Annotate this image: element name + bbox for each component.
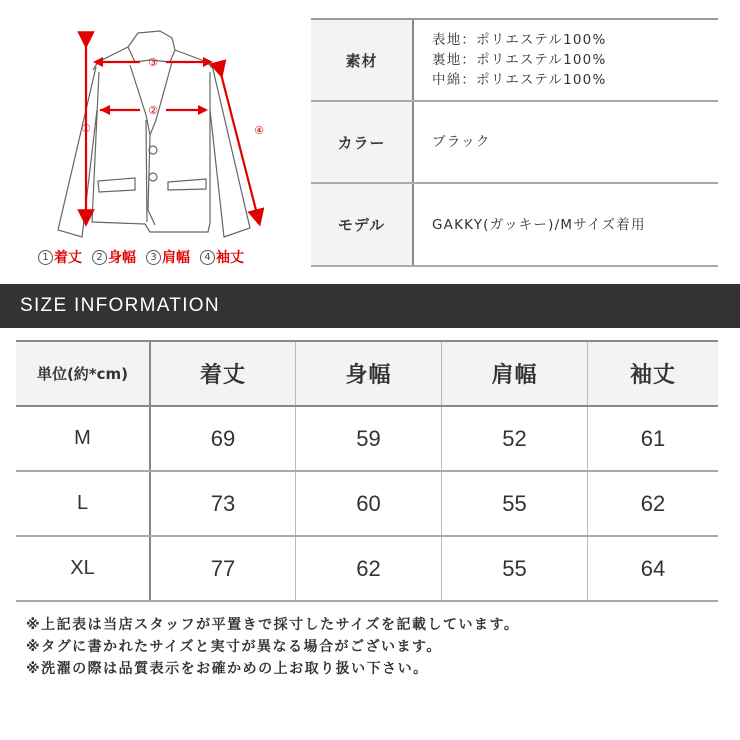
legend-label: 袖丈 bbox=[216, 250, 244, 266]
legend-label: 身幅 bbox=[108, 250, 136, 266]
size-table-header bbox=[16, 342, 718, 407]
size-value: 55 bbox=[442, 537, 588, 600]
table-row bbox=[16, 407, 718, 472]
legend-number: 3 bbox=[146, 250, 161, 265]
size-value: 77 bbox=[151, 537, 296, 600]
unit-header: 単位(約*cm) bbox=[16, 342, 151, 405]
spec-row-color bbox=[311, 102, 718, 184]
legend-item-shoulder-width bbox=[146, 247, 190, 267]
note-line: ※上記表は当店スタッフが平置きで採寸したサイズを記載しています。 bbox=[26, 617, 520, 633]
spec-value bbox=[414, 20, 718, 100]
table-row bbox=[16, 472, 718, 537]
column-header: 袖丈 bbox=[629, 363, 676, 388]
legend-item-body-width bbox=[92, 247, 136, 267]
section-title: SIZE INFORMATION bbox=[20, 295, 220, 316]
spec-label: モデル bbox=[311, 184, 414, 265]
marker-2: ② bbox=[148, 104, 158, 117]
size-value: 69 bbox=[151, 407, 296, 470]
section-header bbox=[0, 284, 740, 328]
table-row bbox=[16, 537, 718, 602]
size-value: 60 bbox=[296, 472, 442, 535]
size-value: 73 bbox=[151, 472, 296, 535]
marker-4: ④ bbox=[254, 124, 264, 137]
size-value: 55 bbox=[442, 472, 588, 535]
spec-label: 素材 bbox=[311, 20, 414, 100]
spec-table bbox=[311, 18, 718, 267]
marker-3: ③ bbox=[148, 56, 158, 69]
size-value: 62 bbox=[640, 490, 666, 516]
spec-row-material bbox=[311, 20, 718, 102]
size-value: 59 bbox=[296, 407, 442, 470]
column-header: 肩幅 bbox=[442, 342, 588, 405]
spec-value bbox=[414, 184, 718, 265]
column-header: 着丈 bbox=[151, 342, 296, 405]
note-line: ※タグに書かれたサイズと実寸が異なる場合がございます。 bbox=[26, 639, 442, 655]
spec-row-model bbox=[311, 184, 718, 267]
model-value: GAKKY(ガッキー)/Mサイズ着用 bbox=[432, 216, 646, 233]
marker-1: ① bbox=[81, 122, 91, 135]
jacket-measurement-diagram bbox=[0, 0, 300, 280]
size-value: 61 bbox=[640, 425, 666, 451]
column-header: 身幅 bbox=[296, 342, 442, 405]
material-line: 表地：ポリエステル100% bbox=[432, 32, 607, 48]
legend-number: 1 bbox=[38, 250, 53, 265]
size-value: 62 bbox=[296, 537, 442, 600]
size-value: 64 bbox=[640, 555, 666, 581]
legend-item-length bbox=[38, 247, 82, 267]
size-value: 52 bbox=[442, 407, 588, 470]
legend-label: 着丈 bbox=[54, 250, 82, 266]
spec-value bbox=[414, 102, 718, 182]
legend-item-sleeve-length bbox=[200, 247, 244, 267]
spec-label: カラー bbox=[311, 102, 414, 182]
size-label: XL bbox=[16, 537, 151, 600]
material-line: 裏地：ポリエステル100% bbox=[432, 52, 607, 68]
size-label: M bbox=[16, 407, 151, 470]
notes bbox=[26, 614, 519, 680]
measurement-legend bbox=[38, 246, 244, 268]
color-value: ブラック bbox=[432, 134, 491, 150]
legend-number: 2 bbox=[92, 250, 107, 265]
size-table bbox=[16, 340, 718, 602]
size-label: L bbox=[16, 472, 151, 535]
legend-number: 4 bbox=[200, 250, 215, 265]
legend-label: 肩幅 bbox=[162, 250, 190, 266]
material-line: 中綿：ポリエステル100% bbox=[432, 72, 607, 88]
note-line: ※洗濯の際は品質表示をお確かめの上お取り扱い下さい。 bbox=[26, 661, 429, 677]
jacket-illustration-icon bbox=[0, 0, 300, 245]
